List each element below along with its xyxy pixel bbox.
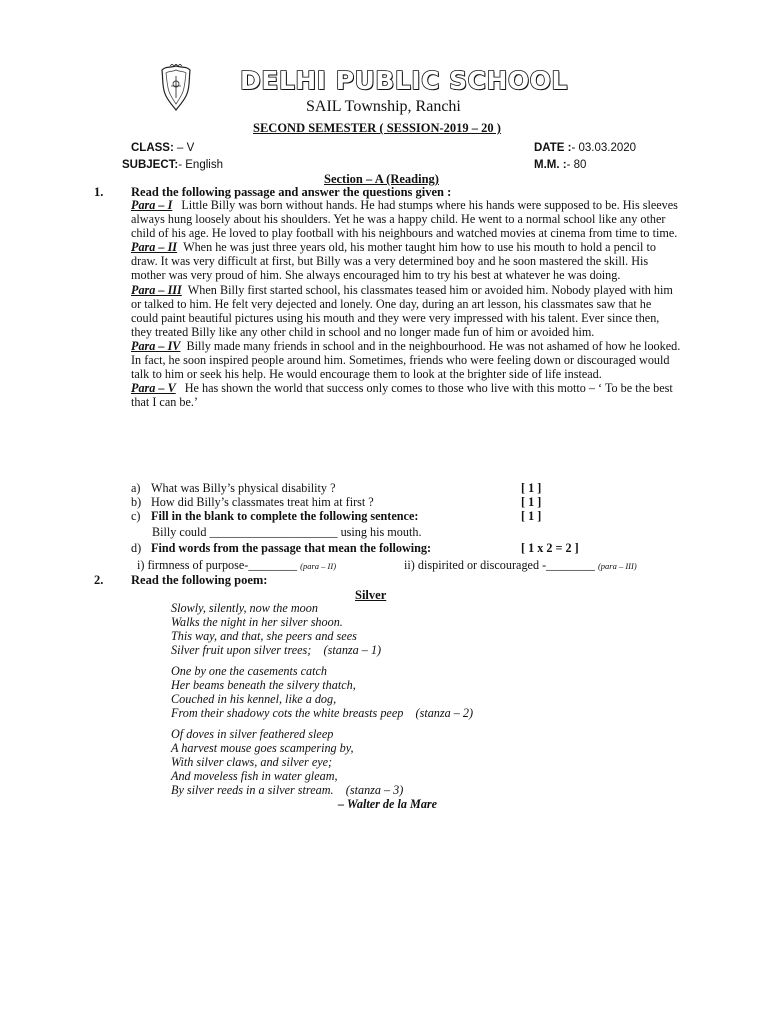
para-text: He has shown the world that success only comes to those who live with this motto – ‘ To be the best that I can be.’ — [131, 381, 673, 410]
marks-c: [ 1 ] — [521, 509, 542, 523]
max-marks-label: M.M. : — [534, 159, 567, 171]
section-title: Section – A (Reading) — [324, 172, 439, 186]
poem-line: Of doves in silver feathered sleep — [171, 727, 334, 741]
poem-line: Silver fruit upon silver trees; — [171, 643, 312, 658]
sub-question-text: Fill in the blank to complete the following sentence: — [151, 509, 419, 523]
marks-d: [ 1 x 2 = 2 ] — [521, 541, 579, 555]
para-text: Little Billy was born without hands. He had stumps where his hands were supposed to be. His sleeves always hung loosely about his shoulders. Yet he was a happy child. He went to a normal school like any other child of his age. He loved to play football with his neighbours and watched movies at cinema from time to time. — [131, 198, 678, 241]
poem-line: And moveless fish in water gleam, — [171, 769, 338, 784]
max-marks-info — [534, 159, 586, 171]
stanza-tag: (stanza – 2) — [415, 706, 474, 721]
school-crest-icon — [160, 64, 192, 114]
sub-question-letter: a) — [131, 481, 141, 495]
poem-line: Slowly, silently, now the moon — [171, 601, 318, 615]
marks-b: [ 1 ] — [521, 495, 542, 509]
stanza-tag: (stanza – 1) — [323, 643, 382, 658]
poem-stanza — [171, 664, 473, 720]
poem-line: One by one the casements catch — [171, 664, 328, 678]
poem-line: From their shadowy cots the white breasts peep — [171, 706, 404, 721]
class-info — [131, 142, 194, 154]
question-heading: Read the following poem: — [131, 573, 268, 587]
poem-line: Her beams beneath the silvery thatch, — [171, 678, 356, 693]
passage-paragraph — [131, 339, 681, 381]
stanza-tag: (stanza – 3) — [345, 783, 404, 798]
poem-line: This way, and that, she peers and sees — [171, 629, 357, 644]
passage-paragraph — [131, 381, 681, 409]
marks-a: [ 1 ] — [521, 481, 542, 495]
para-text: Billy made many friends in school and in the neighbourhood. He was not ashamed of how he looked. In fact, he soon inspired people around him. Sometimes, friends who were feeling down or discouraged would talk to him or seek his help. He would encourage them to look at the brighter side of life instead. — [131, 338, 681, 382]
poem-author: – Walter de la Mare — [338, 797, 438, 811]
sub-question-letter: d) — [131, 541, 142, 555]
poem-line: Walks the night in her silver shoon. — [171, 615, 343, 630]
class-label: CLASS: — [131, 142, 174, 154]
subject-label: SUBJECT: — [122, 159, 179, 171]
question-number: 2. — [94, 573, 104, 587]
school-location: SAIL Township, Ranchi — [306, 98, 461, 115]
word-meaning-ii — [404, 558, 770, 573]
sub-question-letter: b) — [131, 495, 142, 509]
poem-line: With silver claws, and silver eye; — [171, 755, 333, 770]
para-text: When Billy first started school, his classmates teased him or avoided him. Nobody played with him or talked to him. He felt very dejected and lonely. One day, during an art lesson, his classmates saw that he could paint beautiful pictures using his mouth and they were very impressed with his talent. Ever since then, they treated Billy like any other child in school and no longer made fun of him or avoided him. — [131, 282, 673, 339]
sub-question-text: Find words from the passage that mean the following: — [151, 541, 432, 555]
para-label: Para – I — [131, 198, 173, 212]
para-label: Para – III — [131, 282, 182, 297]
poem-title: Silver — [355, 588, 387, 602]
passage-paragraph — [131, 240, 681, 282]
para-label: Para – IV — [131, 338, 181, 353]
date-value: - 03.03.2020 — [571, 142, 637, 154]
poem-line: A harvest mouse goes scampering by, — [171, 741, 354, 756]
question-number: 1. — [94, 185, 104, 199]
fill-blank-sentence: Billy could _____________________ using his mouth. — [152, 525, 422, 539]
para-label: Para – V — [131, 381, 176, 396]
word-meaning-text: i) firmness of purpose-________ — [137, 558, 298, 572]
date-label: DATE : — [534, 142, 572, 154]
para-label: Para – II — [131, 240, 178, 255]
passage-paragraph — [131, 198, 681, 240]
poem-stanza — [171, 727, 403, 797]
poem-line: Couched in his kennel, like a dog, — [171, 692, 337, 707]
para-text: When he was just three years old, his mother taught him how to use his mouth to hold a pencil to draw. It was very difficult at first, but Billy was a very determined boy and he soon mastered the skill. His mother was very proud of him. She always encouraged him to try his best at whatever he was doing. — [131, 240, 656, 283]
sub-question-letter: c) — [131, 509, 141, 523]
poem-line: By silver reeds in a silver stream. — [171, 783, 334, 798]
school-name: DELHI PUBLIC SCHOOL — [240, 66, 568, 95]
question-heading: Read the following passage and answer the questions given : — [131, 185, 452, 199]
max-marks-value: - 80 — [566, 159, 587, 171]
reading-passage — [131, 198, 681, 409]
passage-paragraph — [131, 283, 681, 339]
subject-value: - English — [178, 159, 223, 171]
para-reference: (para – II) — [300, 561, 337, 571]
sub-question-text: What was Billy’s physical disability ? — [151, 481, 336, 495]
poem-stanza — [171, 601, 381, 657]
para-reference: (para – III) — [597, 561, 637, 571]
word-meaning-text: ii) dispirited or discouraged -________ — [404, 558, 595, 572]
semester-title: SECOND SEMESTER ( SESSION-2019 – 20 ) — [253, 121, 501, 135]
subject-info — [122, 159, 223, 171]
sub-question-text: How did Billy’s classmates treat him at first ? — [151, 495, 374, 509]
date-info — [534, 142, 636, 154]
class-value: – V — [173, 142, 195, 154]
